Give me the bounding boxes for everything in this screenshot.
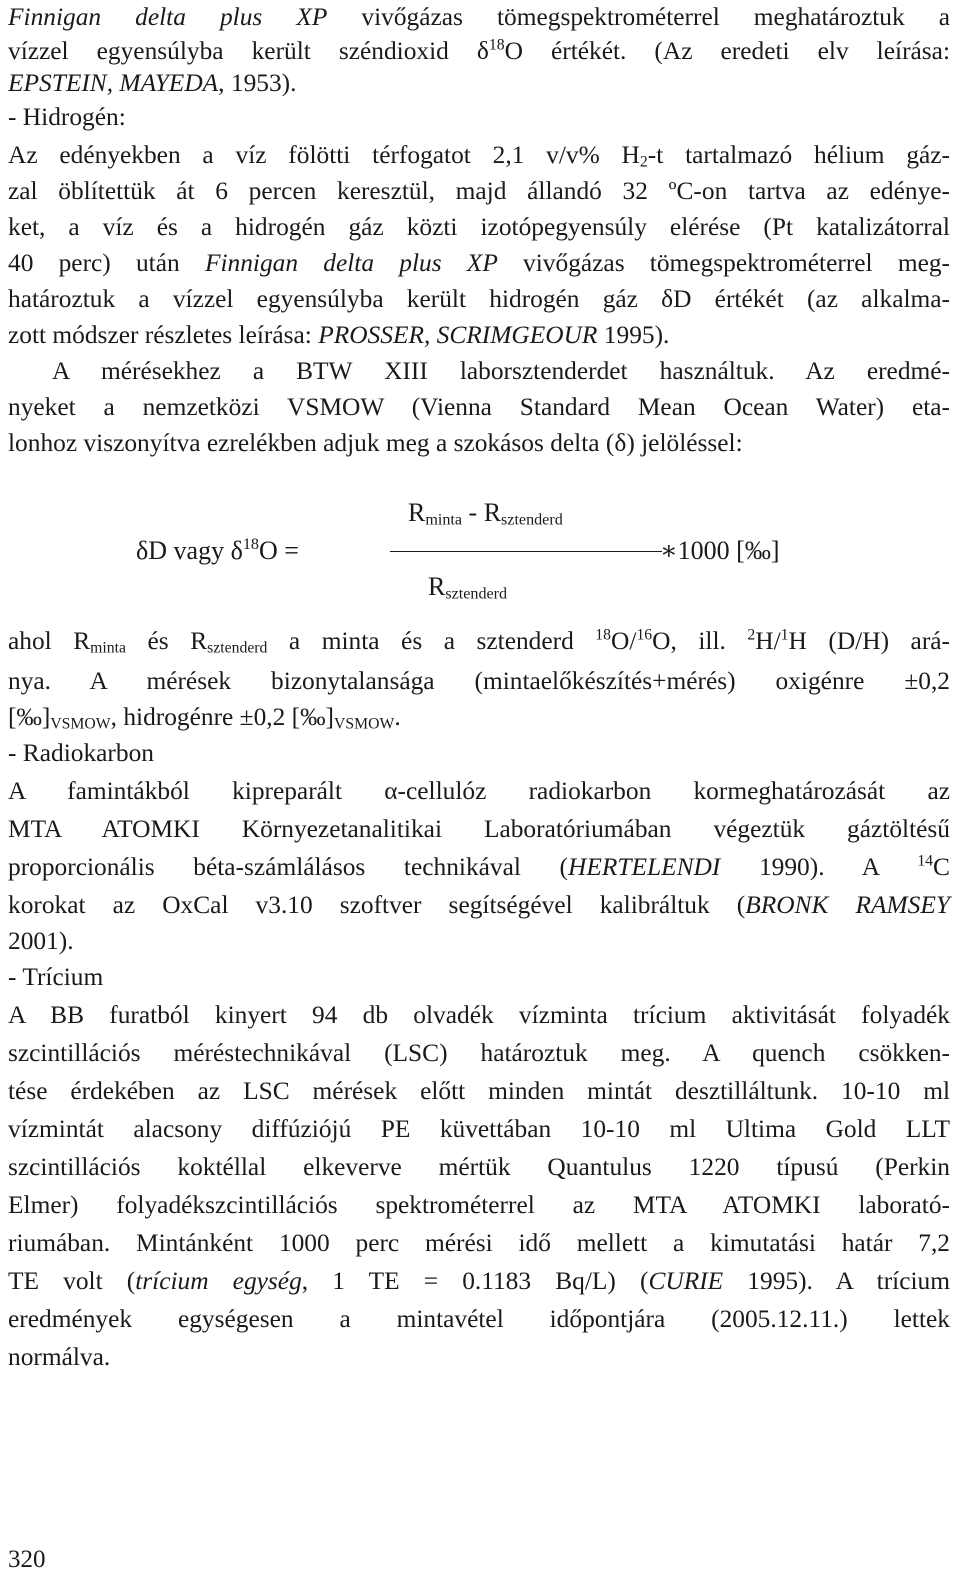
formula-lhs: δD vagy $\delta^{18}O$ = — [136, 536, 299, 565]
tritium-line-1: A BB furatból kinyert 94 db olvadék vízminta trícium aktivitását folyadék — [8, 1001, 950, 1029]
fraction-bar — [390, 551, 662, 552]
tritium-line-2: szcintillációs méréstechnikával (LSC) határoztuk meg. A quench csökken- — [8, 1039, 950, 1067]
formula-rhs: ∗1000 [‰] — [660, 536, 780, 565]
tritium-line-3: tése érdekében az LSC mérések előtt minden mintát desztilláltunk. 10-10 ml — [8, 1077, 950, 1105]
tritium-line-8: TE volt (trícium egység, 1 TE = 0.1183 Bq/L) (CURIE 1995). A trícium — [8, 1267, 951, 1295]
tritium-line-6: Elmer) folyadékszcintillációs spektrométerrel az MTA ATOMKI laborató- — [8, 1191, 950, 1219]
after-formula-line-1: ahol $R_{minta}$ és $R_{sztenderd}$ a minta és a sztenderd $^{18}$O/$^{16}$O, ill. $^2$H/$^1$H (D/H) ará- — [8, 626, 950, 657]
standard-line-2: nyeket a nemzetközi VSMOW (Vienna Standard Mean Ocean Water) eta- — [8, 393, 950, 421]
oxygen-line-2: vízzel egyensúlyba került széndioxid $\delta^{18}O$ értékét. (Az eredeti elv leírása: — [8, 36, 950, 65]
radiocarbon-heading: - Radiokarbon — [8, 739, 154, 767]
radiocarbon-line-4: korokat az OxCal v3.10 szoftver segítségével kalibráltuk (BRONK RAMSEY — [8, 891, 950, 919]
radiocarbon-line-5: 2001). — [8, 927, 74, 955]
formula-numerator: $R_{minta} - R_{sztenderd}$ — [408, 498, 563, 529]
formula-denominator: $R_{sztenderd}$ — [428, 572, 508, 603]
radiocarbon-line-1: A famintákból kipreparált α-cellulóz radiokarbon kormeghatározását az — [8, 777, 950, 805]
hydrogen-line-2: zal öblítettük át 6 percen keresztül, majd állandó 32 ºC-on tartva az edénye- — [8, 177, 950, 205]
page-number: 320 — [8, 1546, 46, 1573]
radiocarbon-line-2: MTA ATOMKI Környezetanalitikai Laboratóriumában végeztük gáztöltésű — [8, 815, 950, 843]
hydrogen-line-4: 40 perc) után Finnigan delta plus XP vivőgázas tömegspektrométerrel meg- — [8, 249, 950, 277]
hydrogen-heading: - Hidrogén: — [8, 103, 126, 131]
tritium-line-7: riumában. Mintánként 1000 perc mérési idő mellett a kimutatási határ 7,2 — [8, 1229, 950, 1257]
oxygen-line-1: Finnigan delta plus XP vivőgázas tömegspektrométerrel meghatároztuk a — [8, 3, 950, 31]
standard-line-1: A mérésekhez a BTW XIII laborsztenderdet használtuk. Az eredmé- — [52, 357, 950, 385]
hydrogen-line-3: ket, a víz és a hidrogén gáz közti izotópegyensúly elérése (Pt katalizátorral — [8, 213, 950, 241]
tritium-heading: - Trícium — [8, 963, 104, 991]
radiocarbon-line-3: proporcionális béta-számlálásos technikával (HERTELENDI 1990). A $^{14}$C — [8, 852, 950, 881]
hydrogen-line-5: határoztuk a vízzel egyensúlyba került hidrogén gáz δD értékét (az alkalma- — [8, 285, 950, 313]
tritium-line-10: normálva. — [8, 1343, 111, 1371]
hydrogen-line-6: zott módszer részletes leírása: PROSSER, SCRIMGEOUR 1995). — [8, 321, 670, 349]
tritium-line-9: eredmények egységesen a mintavétel időpontjára (2005.12.11.) lettek — [8, 1305, 950, 1333]
after-formula-line-2: nya. A mérések bizonytalansága (mintaelőkészítés+mérés) oxigénre ±0,2 — [8, 667, 950, 695]
standard-line-3: lonhoz viszonyítva ezrelékben adjuk meg a szokásos delta (δ) jelöléssel: — [8, 429, 743, 457]
oxygen-line-3: EPSTEIN, MAYEDA, 1953). — [8, 69, 297, 97]
hydrogen-line-1: Az edényekben a víz fölötti térfogatot 2,1 v/v% $H_2-t$ tartalmazó hélium gáz- — [8, 141, 951, 171]
tritium-line-5: szcintillációs koktéllal elkeverve mértük Quantulus 1220 típusú (Perkin — [8, 1153, 950, 1181]
after-formula-line-3: $[‰]_{VSMOW}$, hidrogénre ±0,2 $[‰]_{VSMOW}$. — [8, 703, 401, 733]
tritium-line-4: vízmintát alacsony diffúziójú PE küvettában 10-10 ml Ultima Gold LLT — [8, 1115, 950, 1143]
